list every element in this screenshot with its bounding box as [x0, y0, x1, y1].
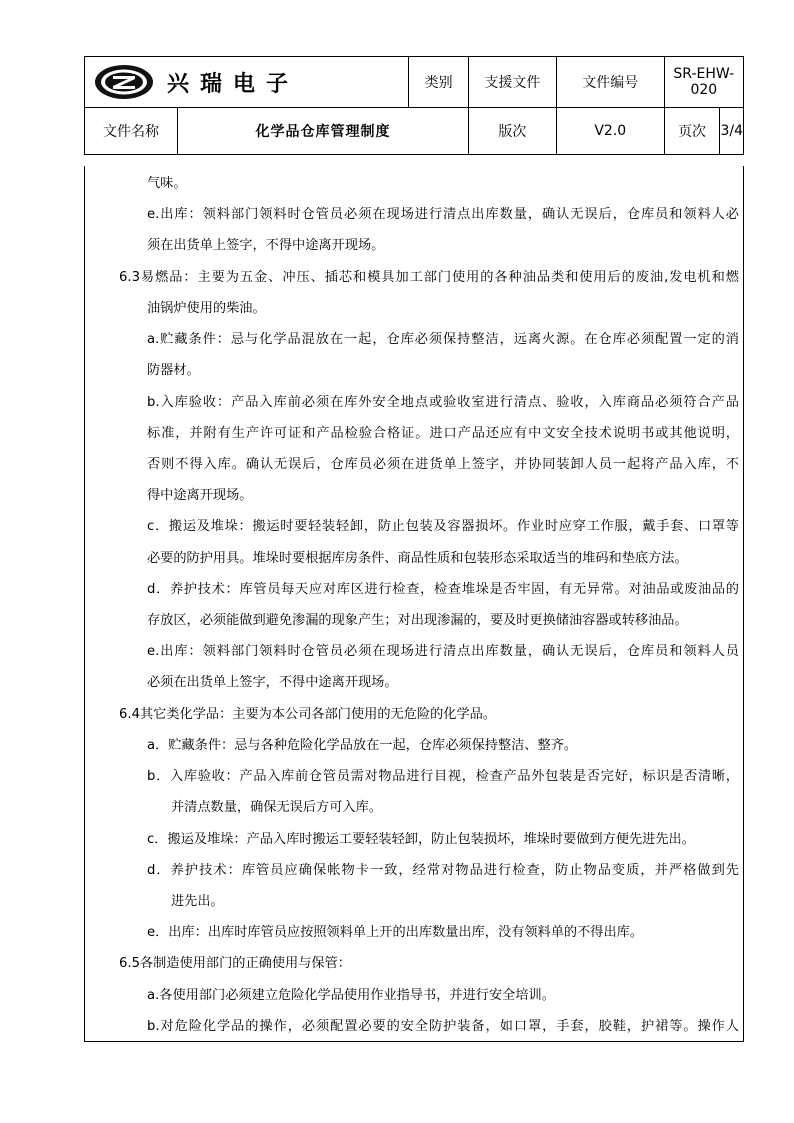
- body-line: a.各使用部门必须建立危险化学品使用作业指导书，并进行安全培训。: [147, 988, 555, 1003]
- category-value: 支援文件: [468, 57, 556, 108]
- body-line: e.出库：领料部门领料时仓管员必须在现场进行清点出库数量，确认无误后，仓库员和领料人必: [147, 207, 739, 222]
- body-line: 油锅炉使用的柴油。: [147, 301, 266, 316]
- doc-name-label: 文件名称: [85, 108, 178, 155]
- body-line: 必要的防护用具。堆垛时要根据库房条件、商品性质和包装形态采取适当的堆码和垫底方法。: [147, 551, 688, 566]
- body-line: 进先出。: [171, 894, 224, 909]
- page-label: 页次: [664, 108, 720, 155]
- doc-number-label: 文件编号: [556, 57, 664, 108]
- body-line: 6.3易燃品：主要为五金、冲压、插芯和模具加工部门使用的各种油品类和使用后的废油,发电机和燃: [119, 270, 739, 285]
- company-logo-icon: [93, 63, 155, 101]
- body-line: e．出库：出库时库管员应按照领料单上开的出库数量出库，没有领料单的不得出库。: [147, 925, 644, 940]
- page-value: 3/4: [720, 108, 744, 155]
- document-header-table: [84, 56, 744, 155]
- body-line: 标准，并附有生产许可证和产品检验合格证。进口产品还应有中文安全技术说明书或其他说明，: [147, 426, 739, 441]
- body-line: 得中途离开现场。: [147, 488, 253, 503]
- body-line: 气味。: [147, 176, 187, 191]
- company-logo-cell: [85, 57, 409, 108]
- body-line: 并清点数量，确保无误后方可入库。: [171, 800, 382, 815]
- body-line: b．入库验收：产品入库前仓管员需对物品进行目视，检查产品外包装是否完好，标识是否清晰，: [147, 769, 739, 784]
- body-line: d．养护技术：库管员应确保帐物卡一致，经常对物品进行检查，防止物品变质，并严格做到先: [147, 863, 739, 878]
- version-label: 版次: [468, 108, 556, 155]
- body-line: 6.4其它类化学品：主要为本公司各部门使用的无危险的化学品。: [119, 707, 497, 722]
- body-line: b.入库验收：产品入库前必须在库外安全地点或验收室进行清点、验收，入库商品必须符合产品: [147, 395, 739, 410]
- body-line: 必须在出货单上签字，不得中途离开现场。: [147, 675, 398, 690]
- doc-title: 化学品仓库管理制度: [178, 108, 469, 155]
- version-value: V2.0: [556, 108, 664, 155]
- body-line: b.对危险化学品的操作，必须配置必要的安全防护装备，如口罩，手套，胶鞋，护裙等。操作人: [147, 1019, 739, 1034]
- document-body: [84, 166, 744, 1042]
- doc-number-value: SR-EHW-020: [664, 57, 743, 108]
- body-line: 存放区，必须能做到避免渗漏的现象产生；对出现渗漏的，要及时更换储油容器或转移油品。: [147, 613, 688, 628]
- category-label: 类别: [409, 57, 469, 108]
- body-line: a．贮藏条件：忌与各种危险化学品放在一起，仓库必须保持整洁、整齐。: [147, 738, 578, 753]
- body-line: c．搬运及堆垛：产品入库时搬运工要轻装轻卸，防止包装损坏，堆垛时要做到方便先进先出。: [147, 832, 695, 847]
- body-line: 须在出货单上签字，不得中途离开现场。: [147, 238, 385, 253]
- company-name: 兴瑞电子: [167, 70, 300, 97]
- body-line: d．养护技术：库管员每天应对库区进行检查，检查堆垛是否牢固，有无异常。对油品或废油品的: [147, 582, 739, 597]
- body-line: e.出库：领料部门领料时仓管员必须在现场进行清点出库数量，确认无误后，仓库员和领料人员: [147, 644, 739, 659]
- body-line: 防器材。: [147, 363, 200, 378]
- body-line: a.贮藏条件：忌与化学品混放在一起，仓库必须保持整洁，远离火源。在仓库必须配置一定的消: [147, 332, 739, 347]
- body-line: 6.5各制造使用部门的正确使用与保管：: [119, 956, 351, 971]
- body-line: c．搬运及堆垛：搬运时要轻装轻卸，防止包装及容器损坏。作业时应穿工作服，戴手套、口罩等: [147, 519, 739, 534]
- body-line: 否则不得入库。确认无误后，仓库员必须在进货单上签字，并协同装卸人员一起将产品入库，不: [147, 457, 739, 472]
